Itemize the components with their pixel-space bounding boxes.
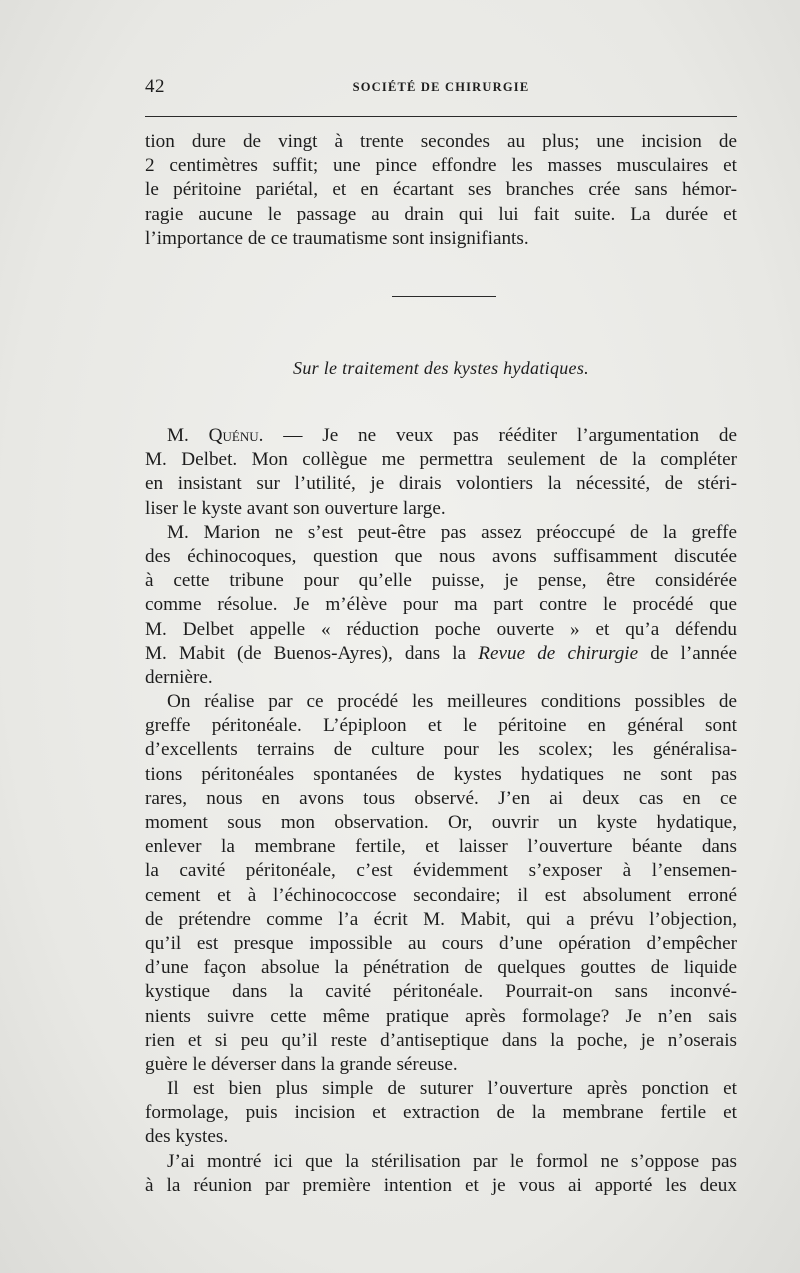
text-line (145, 642, 737, 666)
text-line: cement et à l’échinococcose secondaire; il est absolument erroné (145, 884, 737, 906)
speaker-line (145, 424, 737, 448)
text-line: Il est bien plus simple de suturer l’ouverture après ponction et (167, 1078, 737, 1100)
text-segment: de l’année (638, 642, 737, 664)
text-line: le péritoine pariétal, et en écartant ses branches crée sans hémor- (145, 179, 737, 201)
section-divider (392, 296, 496, 297)
text-line: J’ai montré ici que la stérilisation par le formol ne s’oppose pas (167, 1150, 737, 1172)
text-line: rien et si peu qu’il reste d’antiseptique dans la poche, je n’oserais (145, 1029, 737, 1051)
section-title: Sur le traitement des kystes hydatiques. (293, 358, 589, 378)
text-line: tions péritonéales spontanées de kystes hydatiques ne sont pas (145, 763, 737, 785)
text-line: M. Delbet. Mon collègue me permettra seulement de la compléter (145, 449, 737, 471)
text-line: à cette tribune pour qu’elle puisse, je pense, être considérée (145, 570, 737, 592)
text-line: kystique dans la cavité péritonéale. Pourrait-on sans inconvé- (145, 981, 737, 1003)
text-line: des échinocoques, question que nous avons suffisamment discutée (145, 545, 737, 567)
text-line: ragie aucune le passage au drain qui lui fait suite. La durée et (145, 203, 737, 225)
main-text (145, 424, 737, 1198)
text-line: On réalise par ce procédé les meilleures conditions possibles de (167, 691, 737, 713)
text-line: liser le kyste avant son ouverture large. (145, 497, 446, 519)
text-line: enlever la membrane fertile, et laisser l’ouverture béante dans (145, 836, 737, 858)
text-line: à la réunion par première intention et je vous ai apporté les deux (145, 1174, 737, 1196)
page-number: 42 (145, 76, 165, 97)
text-line: des kystes. (145, 1126, 229, 1148)
speaker-line-rest: . — Je ne veux pas rééditer l’argumentation de (258, 425, 737, 446)
speaker-prefix: M. (167, 425, 209, 446)
text-line: greffe péritonéale. L’épiploon et le péritoine en général sont (145, 715, 737, 737)
text-line: rares, nous en avons tous observé. J’en ai deux cas en ce (145, 787, 737, 809)
text-line: la cavité péritonéale, c’est évidemment s’exposer à l’ensemen- (145, 860, 737, 882)
text-line: dernière. (145, 666, 213, 688)
speaker-name: Quénu (208, 425, 259, 446)
text-line: qu’il est presque impossible au cours d’une opération d’empêcher (145, 932, 737, 954)
text-line: guère le déverser dans la grande séreuse. (145, 1053, 458, 1075)
text-line: tion dure de vingt à trente secondes au plus; une incision de (145, 131, 737, 152)
text-segment: M. Mabit (de Buenos-Ayres), dans la (145, 642, 479, 664)
text-line: moment sous mon observation. Or, ouvrir un kyste hydatique, (145, 812, 737, 833)
text-line: d’excellents terrains de culture pour les scolex; les généralisa- (145, 739, 737, 761)
text-line: de prétendre comme l’a écrit M. Mabit, qui a prévu l’objection, (145, 908, 737, 930)
text-line: M. Marion ne s’est peut-être pas assez préoccupé de la greffe (167, 521, 737, 543)
running-head: SOCIÉTÉ DE CHIRURGIE (352, 80, 530, 94)
text-line: l’importance de ce traumatisme sont insignifiants. (145, 227, 529, 249)
text-line: en insistant sur l’utilité, je dirais volontiers la nécessité, de stéri- (145, 473, 737, 495)
top-paragraph (145, 130, 737, 251)
text-line: 2 centimètres suffit; une pince effondre les masses musculaires et (145, 155, 737, 177)
journal-title: Revue de chirurgie (478, 642, 639, 664)
header-rule (145, 116, 737, 117)
text-line: M. Delbet appelle « réduction poche ouverte » et qu’a défendu (145, 618, 737, 640)
page-header (145, 76, 737, 102)
text-line: formolage, puis incision et extraction de la membrane fertile et (145, 1102, 737, 1124)
text-line: comme résolue. Je m’élève pour ma part contre le procédé que (145, 594, 737, 616)
text-line: d’une façon absolue la pénétration de quelques gouttes de liquide (145, 957, 737, 979)
text-line: nients suivre cette même pratique après formolage? Je n’en sais (145, 1005, 737, 1027)
